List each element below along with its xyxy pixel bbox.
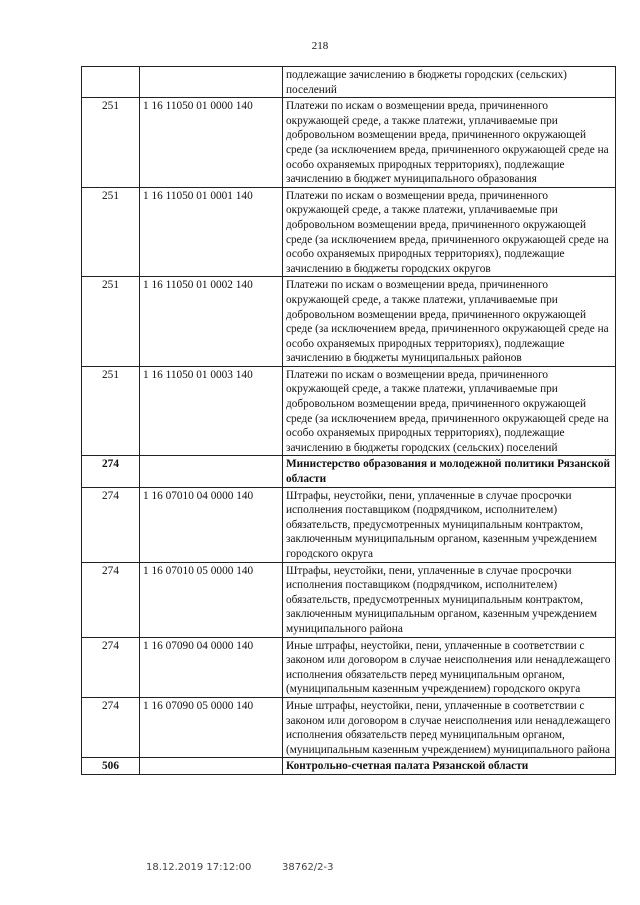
description-cell: Платежи по искам о возмещении вреда, причиненного окружающей среде, а также платежи, уплачиваемые при добровольном возмещении вреда, причиненного окружающей среде (за исключением вреда, причиненного окружающей среде на особо охраняемых природных территориях), подлежащие зачислению в бюджеты городских (сельских) поселений bbox=[283, 366, 616, 456]
description-cell: Штрафы, неустойки, пени, уплаченные в случае просрочки исполнения поставщиком (подрядчиком, исполнителем) обязательств, предусмотренных муниципальным контрактом, заключенным муниципальным органом, казенным учреждением муниципального района bbox=[283, 562, 616, 637]
admin-code-cell: 274 bbox=[82, 456, 140, 487]
admin-code-cell: 274 bbox=[82, 487, 140, 562]
admin-code-cell: 251 bbox=[82, 366, 140, 456]
table-row bbox=[82, 487, 616, 562]
description-cell: Штрафы, неустойки, пени, уплаченные в случае просрочки исполнения поставщиком (подрядчиком, исполнителем) обязательств, предусмотренных муниципальным контрактом, заключенным муниципальным органом, казенным учреждением городского округа bbox=[283, 487, 616, 562]
kbk-code-cell: 1 16 11050 01 0002 140 bbox=[140, 277, 283, 367]
table-body bbox=[82, 67, 616, 775]
kbk-code-cell bbox=[140, 758, 283, 775]
description-cell: подлежащие зачислению в бюджеты городских (сельских) поселений bbox=[283, 67, 616, 98]
admin-code-cell: 274 bbox=[82, 697, 140, 757]
table-row bbox=[82, 562, 616, 637]
description-cell: Платежи по искам о возмещении вреда, причиненного окружающей среде, а также платежи, уплачиваемые при добровольном возмещении вреда, причиненного окружающей среде (за исключением вреда, причиненного окружающей среде на особо охраняемых природных территориях), подлежащие зачислению в бюджеты городских округов bbox=[283, 187, 616, 277]
kbk-code-cell: 1 16 07090 04 0000 140 bbox=[140, 637, 283, 697]
admin-code-cell: 274 bbox=[82, 637, 140, 697]
department-row bbox=[82, 758, 616, 775]
kbk-code-cell: 1 16 11050 01 0000 140 bbox=[140, 98, 283, 188]
table-row bbox=[82, 98, 616, 188]
footer-timestamp: 18.12.2019 17:12:00 bbox=[146, 862, 252, 873]
footer-doc-id: 38762/2-3 bbox=[282, 862, 334, 873]
kbk-code-cell bbox=[140, 67, 283, 98]
table-row bbox=[82, 277, 616, 367]
admin-code-cell bbox=[82, 67, 140, 98]
description-cell: Платежи по искам о возмещении вреда, причиненного окружающей среде, а также платежи, уплачиваемые при добровольном возмещении вреда, причиненного окружающей среде (за исключением вреда, причиненного окружающей среде на особо охраняемых природных территориях), подлежащие зачислению в бюджет муниципального образования bbox=[283, 98, 616, 188]
kbk-code-cell bbox=[140, 456, 283, 487]
admin-code-cell: 251 bbox=[82, 98, 140, 188]
description-cell: Контрольно-счетная палата Рязанской области bbox=[283, 758, 616, 775]
department-row bbox=[82, 456, 616, 487]
page-number: 218 bbox=[311, 40, 329, 52]
kbk-code-cell: 1 16 07010 04 0000 140 bbox=[140, 487, 283, 562]
kbk-code-cell: 1 16 11050 01 0001 140 bbox=[140, 187, 283, 277]
description-cell: Иные штрафы, неустойки, пени, уплаченные в соответствии с законом или договором в случае неисполнения или ненадлежащего исполнения обязательств перед муниципальным органом, (муниципальным казенным учреждением) городского округа bbox=[283, 637, 616, 697]
kbk-code-cell: 1 16 11050 01 0003 140 bbox=[140, 366, 283, 456]
description-cell: Иные штрафы, неустойки, пени, уплаченные в соответствии с законом или договором в случае неисполнения или ненадлежащего исполнения обязательств перед муниципальным органом, (муниципальным казенным учреждением) муниципального района bbox=[283, 697, 616, 757]
table-row bbox=[82, 67, 616, 98]
admin-code-cell: 274 bbox=[82, 562, 140, 637]
kbk-code-cell: 1 16 07090 05 0000 140 bbox=[140, 697, 283, 757]
table-row bbox=[82, 697, 616, 757]
budget-codes-table bbox=[81, 66, 616, 775]
kbk-code-cell: 1 16 07010 05 0000 140 bbox=[140, 562, 283, 637]
table-row bbox=[82, 366, 616, 456]
table-row bbox=[82, 637, 616, 697]
admin-code-cell: 251 bbox=[82, 187, 140, 277]
admin-code-cell: 506 bbox=[82, 758, 140, 775]
description-cell: Платежи по искам о возмещении вреда, причиненного окружающей среде, а также платежи, уплачиваемые при добровольном возмещении вреда, причиненного окружающей среде (за исключением вреда, причиненного окружающей среде на особо охраняемых природных территориях), подлежащие зачислению в бюджеты муниципальных районов bbox=[283, 277, 616, 367]
description-cell: Министерство образования и молодежной политики Рязанской области bbox=[283, 456, 616, 487]
table-row bbox=[82, 187, 616, 277]
admin-code-cell: 251 bbox=[82, 277, 140, 367]
